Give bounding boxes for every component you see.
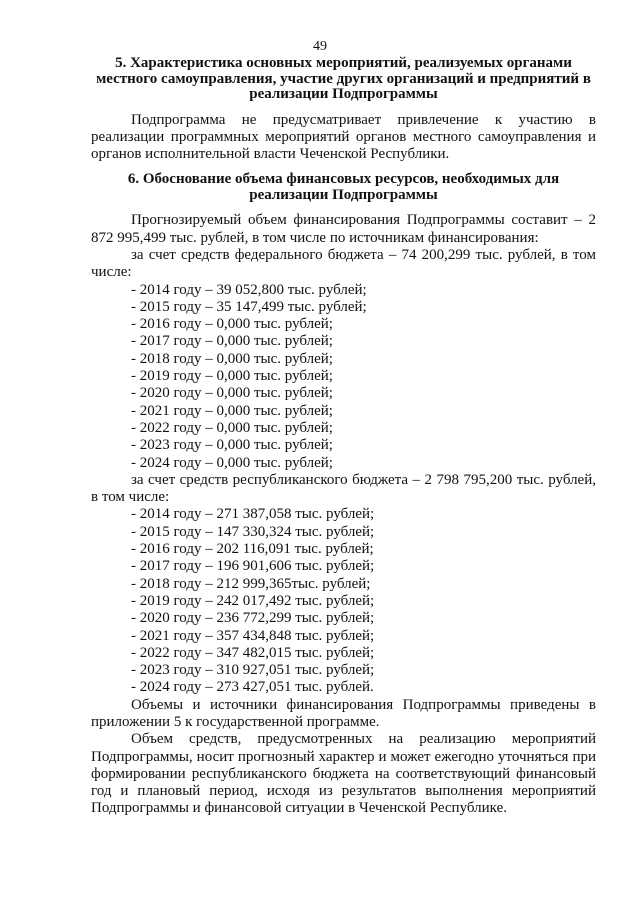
federal-budget-paragraph: за счет средств федерального бюджета – 74 200,299 тыс. рублей, в том числе:: [91, 246, 596, 281]
list-item: - 2014 году – 271 387,058 тыс. рублей;: [131, 506, 375, 523]
list-item: - 2020 году – 236 772,299 тыс. рублей;: [131, 610, 375, 627]
republic-budget-list: [91, 506, 596, 696]
list-item: - 2016 году – 202 116,091 тыс. рублей;: [131, 541, 374, 558]
page-content: [91, 53, 596, 818]
republic-budget-paragraph: за счет средств республиканского бюджета – 2 798 795,200 тыс. рублей, в том числе:: [91, 471, 596, 506]
list-item: - 2024 году – 0,000 тыс. рублей;: [131, 454, 333, 471]
list-item: - 2019 году – 0,000 тыс. рублей;: [131, 368, 333, 385]
list-item: - 2022 году – 0,000 тыс. рублей;: [131, 419, 333, 436]
list-item: - 2018 году – 0,000 тыс. рублей;: [131, 350, 333, 367]
list-item: - 2024 году – 273 427,051 тыс. рублей.: [131, 679, 374, 696]
section-5-heading: 5. Характеристика основных мероприятий, реализуемых органами местного самоуправления, участие других организаций и предприятий в реализации Подпрограммы: [96, 55, 591, 102]
list-item: - 2023 году – 310 927,051 тыс. рублей;: [131, 662, 375, 679]
list-item: - 2023 году – 0,000 тыс. рублей;: [131, 437, 333, 454]
list-item: - 2021 году – 0,000 тыс. рублей;: [131, 402, 333, 419]
list-item: - 2022 году – 347 482,015 тыс. рублей;: [131, 644, 375, 661]
list-item: - 2018 году – 212 999,365тыс. рублей;: [131, 575, 371, 592]
list-item: - 2015 году – 147 330,324 тыс. рублей;: [131, 523, 375, 540]
federal-budget-list: [91, 282, 596, 472]
forecast-paragraph: Объем средств, предусмотренных на реализацию мероприятий Подпрограммы, носит прогнозный характер и может ежегодно уточняться при формировании республиканского бюджета на соответствующий финансовый год и плановый период, исходя из результатов выполнения мероприятий Подпрограммы и финансовой ситуации в Чеченской Республике.: [91, 731, 596, 817]
list-item: - 2020 году – 0,000 тыс. рублей;: [131, 385, 333, 402]
list-item: - 2019 году – 242 017,492 тыс. рублей;: [131, 592, 375, 609]
volumes-paragraph: Объемы и источники финансирования Подпрограммы приведены в приложении 5 к государственной программе.: [91, 696, 596, 730]
list-item: - 2014 году – 39 052,800 тыс. рублей;: [131, 281, 367, 298]
list-item: - 2021 году – 357 434,848 тыс. рублей;: [131, 627, 375, 644]
funding-intro-paragraph: Прогнозируемый объем финансирования Подпрограммы составит – 2 872 995,499 тыс. рублей, в том числе по источникам финансирования:: [91, 212, 596, 246]
list-item: - 2017 году – 0,000 тыс. рублей;: [131, 333, 333, 350]
section-6-heading: 6. Обоснование объема финансовых ресурсов, необходимых для реализации Подпрограммы: [127, 171, 560, 203]
section-5-paragraph: Подпрограмма не предусматривает привлечение к участию в реализации программных мероприятий органов местного самоуправления и органов исполнительной власти Чеченской Республики.: [91, 111, 596, 163]
page-number: 49: [313, 39, 327, 54]
list-item: - 2015 году – 35 147,499 тыс. рублей;: [131, 298, 367, 315]
list-item: - 2016 году – 0,000 тыс. рублей;: [131, 316, 333, 333]
list-item: - 2017 году – 196 901,606 тыс. рублей;: [131, 558, 375, 575]
